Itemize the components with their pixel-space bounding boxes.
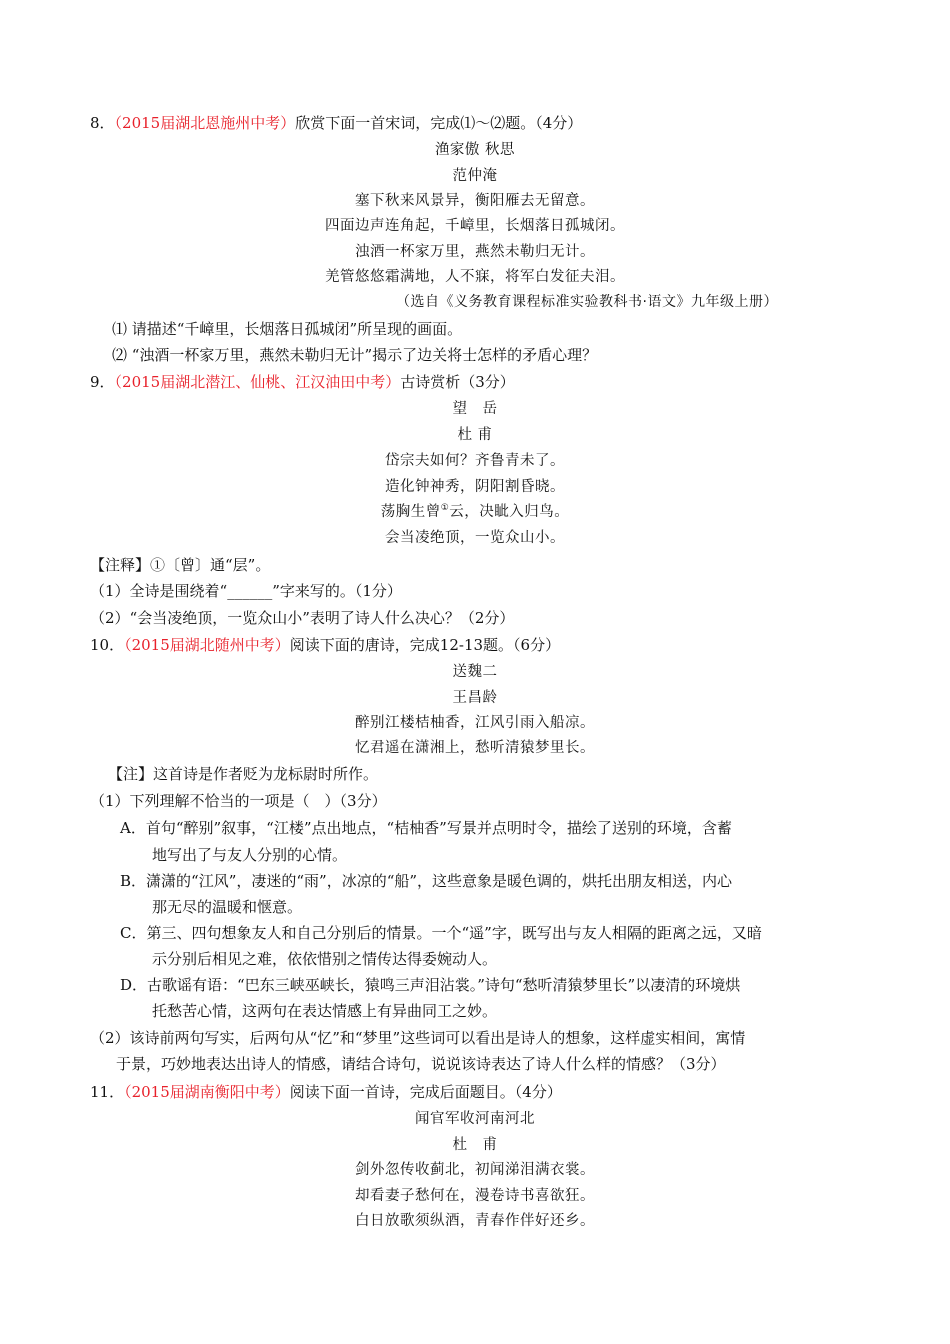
q10-subquestion-1: （1）下列理解不恰当的一项是（ ）（3分）	[90, 792, 387, 810]
q9-poem-line	[0, 502, 950, 522]
q10-option-b-cont: 那无尽的温暖和惬意。	[152, 898, 303, 916]
q8-subquestion-1: ⑴ 请描述“千嶂里，长烟落日孤城闭”所呈现的画面。	[112, 320, 463, 338]
q10-option-b: B．潇潇的“江风”，凄迷的“雨”，冰凉的“船”，这些意象是暖色调的，烘托出朋友相送，内心	[120, 872, 733, 890]
q10-option-c-cont: 示分别后相见之难，依依惜别之情传达得委婉动人。	[152, 950, 498, 968]
q10-poem-title: 送魏二	[452, 664, 498, 680]
q11-header	[90, 1082, 562, 1102]
q9-line3-start: 荡胸生曾	[380, 504, 441, 520]
q10-prompt: 阅读下面的唐诗，完成12-13题。（6分）	[289, 636, 561, 654]
q9-poem-line: 会当凌绝顶，一览众山小。	[385, 530, 565, 546]
q11-prompt: 阅读下面一首诗，完成后面题目。（4分）	[289, 1083, 562, 1101]
q10-poem-line: 醉别江楼桔柚香，江风引雨入船凉。	[355, 715, 595, 731]
q11-number: 11．	[90, 1083, 125, 1101]
q10-option-a-cont: 地写出了与友人分别的心情。	[152, 846, 348, 864]
q8-number: 8．	[90, 114, 115, 132]
q10-option-c: C．第三、四句想象友人和自己分别后的情景。一个“遥”字，既写出与友人相隔的距离之远，又暗	[120, 924, 762, 942]
q8-poem-line: 浊酒一杯家万里，燕然未勒归无计。	[355, 244, 595, 260]
q9-number: 9．	[90, 373, 115, 391]
q9-subquestion-1: （1）全诗是围绕着“______”字来写的。（1分）	[90, 582, 402, 600]
q10-option-a: A．首句“醉别”叙事，“江楼”点出地点，“桔柚香”写景并点明时令，描绘了送别的环境，含蓄	[120, 819, 732, 837]
q10-option-d-cont: 托愁苦心情，这两句在表达情感上有异曲同工之妙。	[152, 1002, 498, 1020]
q9-note: 【注释】①〔曾〕通“层”。	[90, 556, 271, 574]
q9-poem-author: 杜 甫	[457, 427, 493, 443]
q10-poem-line: 忆君遥在潇湘上，愁听清猿梦里长。	[355, 740, 595, 756]
q9-subquestion-2: （2）“会当凌绝顶，一览众山小”表明了诗人什么决心？（2分）	[90, 609, 515, 627]
q8-header	[90, 113, 582, 133]
q10-note: 【注】这首诗是作者贬为龙标尉时所作。	[108, 765, 379, 783]
q11-poem-line: 剑外忽传收蓟北，初闻涕泪满衣裳。	[355, 1162, 595, 1178]
q10-option-d: D．古歌谣有语：“巴东三峡巫峡长，猿鸣三声泪沾裳。”诗句“愁听清猿梦里长”以凄清的环境烘	[120, 976, 741, 994]
q9-footnote-marker: ①	[440, 503, 450, 514]
q9-poem-title: 望 岳	[452, 401, 498, 417]
q8-source: （2015届湖北恩施州中考）	[114, 114, 296, 132]
q8-citation: （选自《义务教育课程标准实验教科书·语文》九年级上册）	[396, 294, 778, 310]
q9-prompt: 古诗赏析（3分）	[400, 373, 515, 391]
q8-poem-title: 渔家傲 秋思	[434, 142, 516, 158]
q9-poem-line: 岱宗夫如何？齐鲁青未了。	[385, 453, 565, 469]
q10-source: （2015届湖北随州中考）	[124, 636, 290, 654]
q8-poem-author: 范仲淹	[452, 168, 498, 184]
q8-subquestion-2: ⑵ “浊酒一杯家万里，燕然未勒归无计”揭示了边关将士怎样的矛盾心理？	[112, 346, 598, 364]
q8-poem-line: 羌管悠悠霜满地，人不寐，将军白发征夫泪。	[325, 269, 625, 285]
q10-subquestion-2-cont: 于景，巧妙地表达出诗人的情感，请结合诗句，说说该诗表达了诗人什么样的情感？（3分）	[116, 1055, 726, 1073]
q9-header	[90, 372, 515, 392]
q11-poem-author: 杜 甫	[452, 1137, 498, 1153]
q11-poem-title: 闻官军收河南河北	[415, 1111, 535, 1127]
q11-source: （2015届湖南衡阳中考）	[124, 1083, 290, 1101]
q11-poem-line: 白日放歌须纵酒，青春作伴好还乡。	[355, 1213, 595, 1229]
q10-subquestion-2: （2）该诗前两句写实，后两句从“忆”和“梦里”这些词可以看出是诗人的想象，这样虚实相间，寓情	[90, 1029, 746, 1047]
q8-poem-line: 四面边声连角起，千嶂里，长烟落日孤城闭。	[325, 218, 625, 234]
q8-poem-line: 塞下秋来风景异，衡阳雁去无留意。	[355, 193, 595, 209]
q9-line3-end: 云，决眦入归鸟。	[449, 504, 570, 520]
q10-header	[90, 635, 560, 655]
q11-poem-line: 却看妻子愁何在，漫卷诗书喜欲狂。	[355, 1188, 595, 1204]
q10-number: 10．	[90, 636, 125, 654]
q8-prompt: 欣赏下面一首宋词，完成⑴～⑵题。（4分）	[295, 114, 583, 132]
q10-poem-author: 王昌龄	[452, 690, 498, 706]
q9-poem-line: 造化钟神秀，阴阳割昏晓。	[385, 479, 565, 495]
q9-source: （2015届湖北潜江、仙桃、江汉油田中考）	[114, 373, 401, 391]
